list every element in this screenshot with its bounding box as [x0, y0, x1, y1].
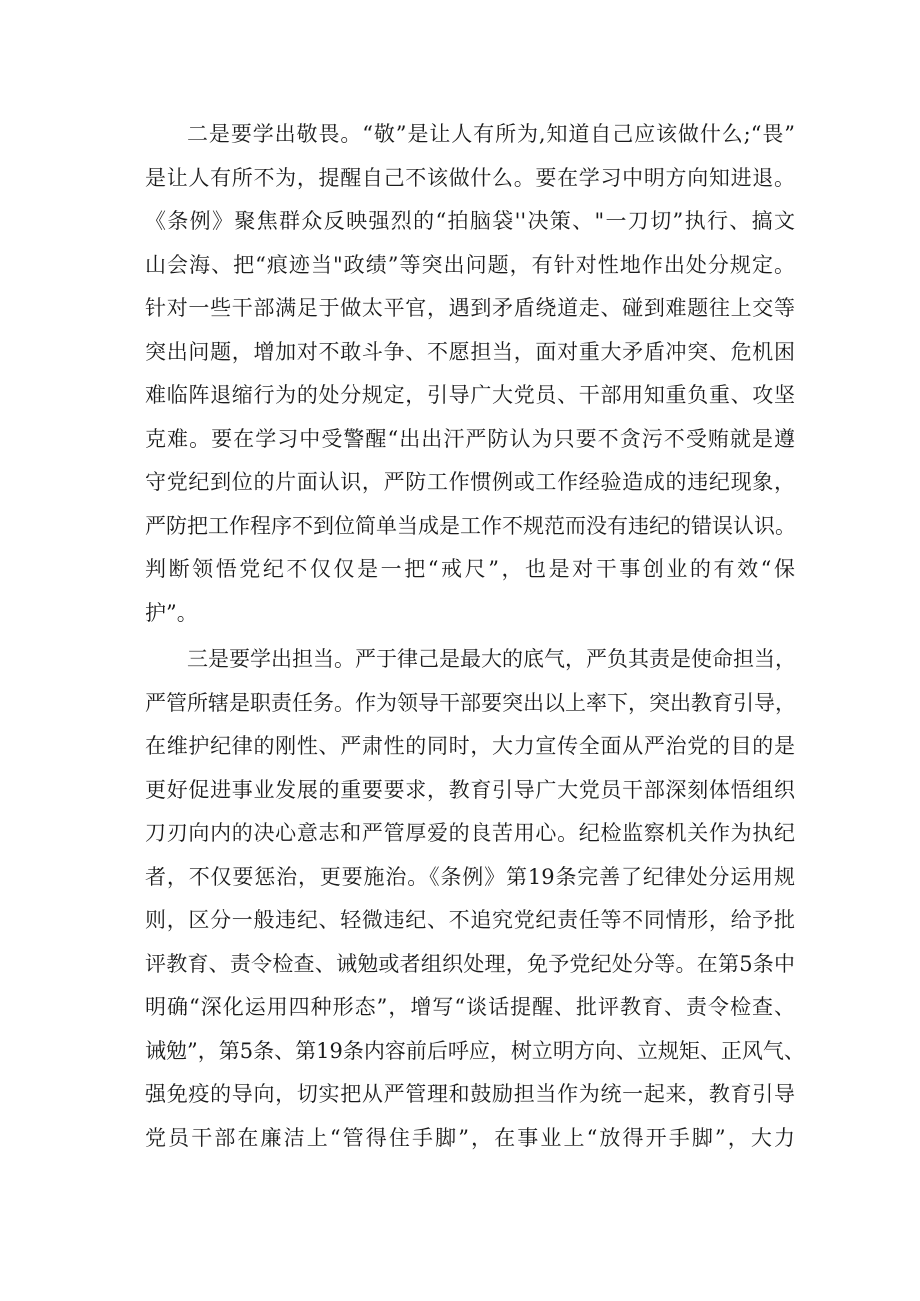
text-line: 《条例》聚焦群众反映强烈的“拍脑袋''决策、"一刀切”执行、搞文 — [145, 209, 795, 233]
text-line: 强免疫的导向，切实把从严管理和鼓励担当作为统一起来，教育引导 — [145, 1082, 795, 1106]
text-line: 党员干部在廉洁上“管得住手脚”，在事业上“放得开手脚”，大力 — [145, 1125, 795, 1150]
text-line: 突出问题，增加对不敢斗争、不愿担当，面对重大矛盾冲突、危机困 — [145, 339, 795, 364]
text-line: 诫勉”，第5条、第19条内容前后呼应，树立明方向、立规矩、正风气、 — [145, 1038, 805, 1063]
text-line: 克难。要在学习中受警醒“出出汗严防认为只要不贪污不受贿就是遵 — [145, 426, 795, 451]
text-line: 评教育、责令检查、诫勉或者组织处理，免予党纪处分等。在第5条中 — [145, 951, 795, 976]
text-line: 难临阵退缩行为的处分规定，引导广大党员、干部用知重负重、攻坚 — [145, 383, 795, 407]
text-line: 针对一些干部满足于做太平官，遇到矛盾绕道走、碰到难题往上交等 — [145, 296, 795, 320]
text-line: 在维护纪律的刚性、严肃性的同时，大力宣传全面从严治党的目的是 — [145, 734, 795, 758]
text-line: 者，不仅要惩治，更要施治。《条例》第19条完善了纪律处分运用规 — [145, 864, 795, 889]
text-line: 二是要学出敬畏。“敬”是让人有所为,知道自己应该做什么;“畏” — [187, 122, 795, 146]
text-line: 刀刃向内的决心意志和严管厚爱的良苦用心。纪检监察机关作为执纪 — [145, 821, 795, 845]
paragraph-awe — [145, 113, 795, 635]
text-line: 三是要学出担当。严于律己是最大的底气，严负其责是使命担当， — [187, 647, 796, 671]
text-line: 守党纪到位的片面认识，严防工作惯例或工作经验造成的违纪现象， — [145, 470, 795, 494]
text-line: 则，区分一般违纪、轻微违纪、不追究党纪责任等不同情形，给予批 — [145, 908, 795, 932]
text-line: 明确“深化运用四种形态”，增写“谈话提醒、批评教育、责令检查、 — [145, 995, 795, 1019]
text-line: 护”。 — [145, 600, 198, 625]
text-line: 山会海、把“痕迹当"政绩”等突出问题，有针对性地作出处分规定。 — [145, 252, 795, 277]
paragraph-responsibility — [145, 638, 805, 1160]
text-line: 严防把工作程序不到位简单当成是工作不规范而没有违纪的错误认识。 — [145, 513, 796, 538]
text-line: 判断领悟党纪不仅仅是一把“戒尺”，也是对干事创业的有效“保 — [145, 557, 795, 581]
text-line: 严管所辖是职责任务。作为领导干部要突出以上率下，突出教育引导， — [145, 690, 796, 715]
text-line: 是让人有所不为，提醒自己不该做什么。要在学习中明方向知进退。 — [145, 165, 795, 190]
text-line: 更好促进事业发展的重要要求，教育引导广大党员干部深刻体悟组织 — [145, 777, 795, 802]
